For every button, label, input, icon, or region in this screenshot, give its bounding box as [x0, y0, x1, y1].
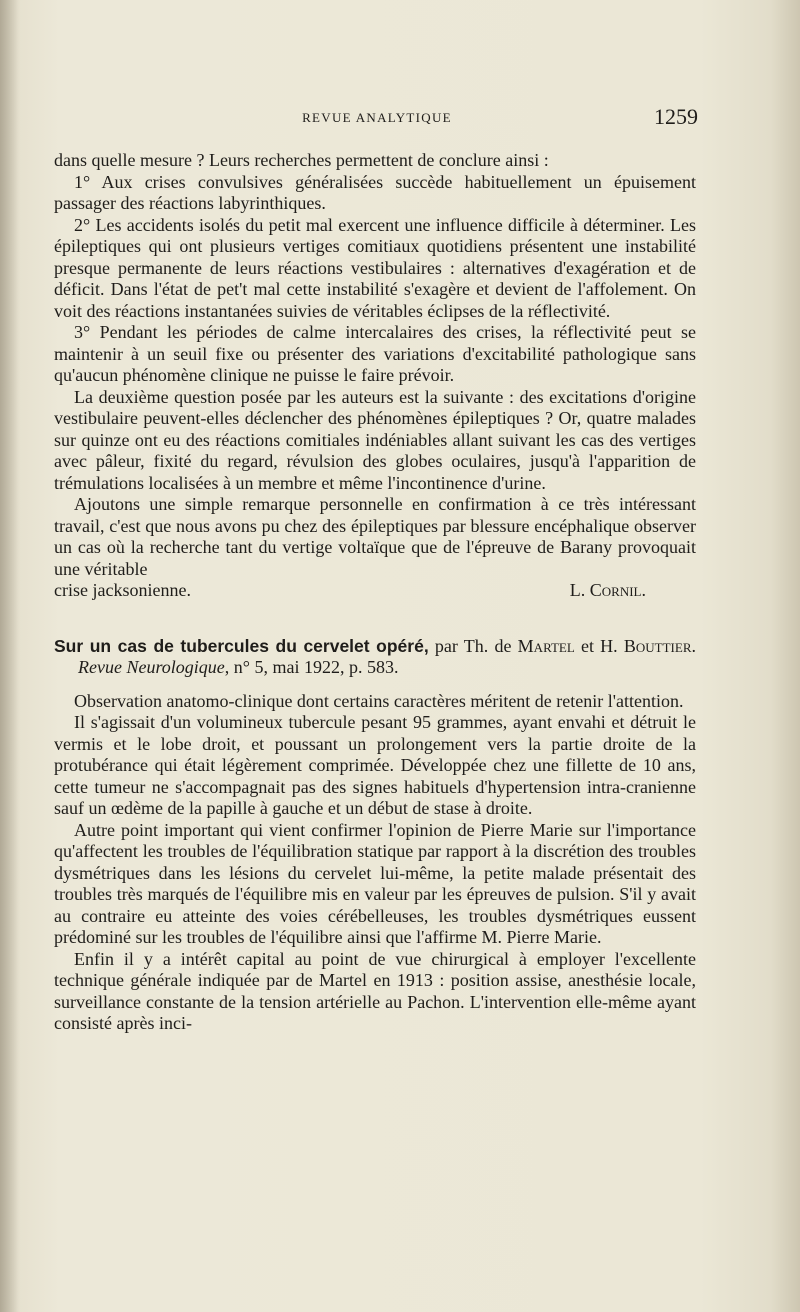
- running-head: [56, 104, 698, 134]
- body-text: [54, 150, 696, 1035]
- article-author-1: Martel: [517, 635, 575, 656]
- article-journal: Revue Neurologique: [78, 657, 225, 677]
- article-heading: [54, 636, 696, 679]
- paragraph: La deuxième question posée par les auteurs est la suivante : des excitations d'origine vestibulaire peuvent-elles déclencher des phénomènes épileptiques ? Or, quatre malades sur quinze ont eu des réactions comitiales indéniables allant suivant les cas des vertiges avec pâleur, fixité du regard, révulsion des globes oculaires, jusqu'à l'apparition de trémulations localisées à un membre et même l'incontinence d'urine.: [54, 386, 696, 493]
- article-by: par Th. de: [428, 635, 518, 656]
- article-and: et H.: [574, 635, 624, 656]
- article-title: Sur un cas de tubercules du cervelet opéré,: [54, 635, 429, 656]
- page-gutter-shadow: [0, 0, 20, 1312]
- article-author-2: Bouttier: [623, 635, 692, 656]
- paragraph: 1° Aux crises convulsives généralisées succède habituellement un épuisement passager des réactions labyrinthiques.: [54, 171, 696, 213]
- paragraph: Ajoutons une simple remarque personnelle en confirmation à ce très intéressant travail, c'est que nous avons pu chez des épileptiques par blessure encéphalique observer un cas où la recherche tant du vertige voltaïque que de l'épreuve de Barany provoquait une véritable: [54, 494, 696, 579]
- paragraph: Il s'agissait d'un volumineux tubercule pesant 95 grammes, ayant envahi et détruit le vermis et le lobe droit, et poussant un prolongement vers la partie droite de la protubérance qui était légèrement comprimée. Développée chez une fillette de 10 ans, cette tumeur ne s'accompagnait pas des signes habituels d'hypertension intra-cranienne sauf un œdème de la papille à gauche et un début de stase à droite.: [54, 712, 696, 818]
- signoff-line: [54, 580, 696, 602]
- article-separator: .: [691, 635, 696, 656]
- paragraph: dans quelle mesure ? Leurs recherches permettent de conclure ainsi :: [54, 150, 549, 170]
- page-number: 1259: [654, 104, 698, 129]
- paragraph: 3° Pendant les périodes de calme intercalaires des crises, la réflectivité peut se maintenir à un seuil fixe ou présenter des variations d'excitabilité pathologique sans qu'aucun phénomène clinique ne puisse le faire prévoir.: [54, 322, 696, 385]
- signature: L. Cornil.: [569, 580, 646, 600]
- article-citation: , n° 5, mai 1922, p. 583.: [224, 657, 399, 677]
- paragraph: Enfin il y a intérêt capital au point de vue chirurgical à employer l'excellente technique générale indiquée par de Martel en 1913 : position assise, anesthésie locale, surveillance constante de la tension artérielle au Pachon. L'intervention elle-même ayant consisté après inci-: [54, 948, 696, 1033]
- paragraph: 2° Les accidents isolés du petit mal exercent une influence difficile à déterminer. Les épileptiques qui ont plusieurs vertiges comitiaux quotidiens présentent une instabilité presque permanente de leurs réactions vestibulaires : alternatives d'exagération et de déficit. Dans l'état de pet't mal cette instabilité s'exagère et devient de l'affolement. On voit des réactions instantanées suivies de véritables éclipses de la réflectivité.: [54, 214, 696, 321]
- running-head-title: REVUE ANALYTIQUE: [302, 110, 452, 125]
- signoff-text: crise jacksonienne.: [54, 580, 191, 600]
- paragraph: Autre point important qui vient confirmer l'opinion de Pierre Marie sur l'importance qu'affectent les troubles de l'équilibration statique par rapport à la discrétion des troubles dysmétriques dans les lésions du cervelet lui-même, la petite malade présentait des troubles très marqués de l'équilibre mis en valeur par les épreuves de pulsion. S'il y avait au contraire eu atteinte des voies cérébelleuses, les troubles dysmétriques eussent prédominé sur les troubles de l'équilibre ainsi que l'affirme M. Pierre Marie.: [54, 819, 696, 947]
- paragraph: Observation anatomo-clinique dont certains caractères méritent de retenir l'attention.: [74, 690, 684, 711]
